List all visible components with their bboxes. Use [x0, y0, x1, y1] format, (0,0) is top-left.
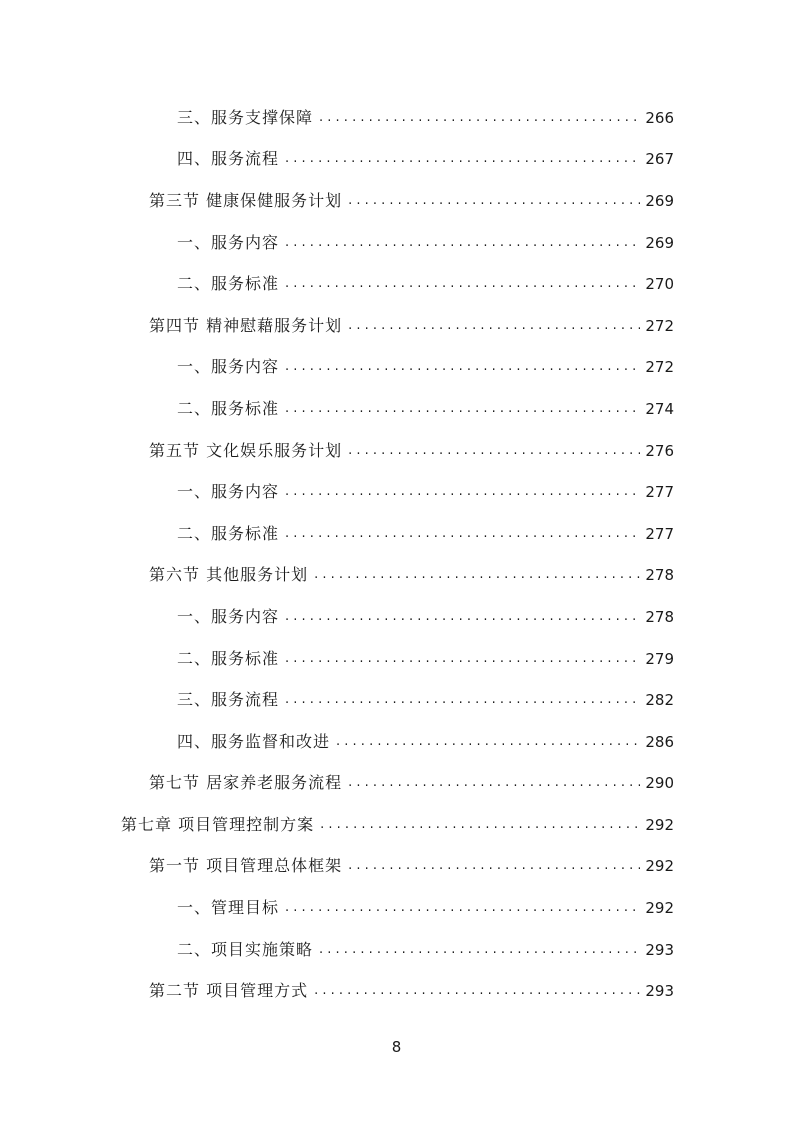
toc-entry-title: 一、服务内容 — [177, 357, 280, 377]
toc-entry-page: 272 — [645, 358, 674, 377]
toc-entry-page: 292 — [645, 899, 674, 918]
toc-entry-page: 290 — [645, 774, 674, 793]
toc-entry-page: 282 — [645, 691, 674, 710]
toc-dot-leader — [348, 856, 640, 876]
toc-entry[interactable] — [0, 804, 793, 846]
toc-entry[interactable] — [0, 763, 793, 805]
toc-entry[interactable] — [0, 846, 793, 888]
toc-entry[interactable] — [0, 929, 793, 971]
toc-entry-title: 一、管理目标 — [177, 898, 280, 918]
toc-entry-title: 二、服务标准 — [177, 523, 280, 543]
toc-entry-page: 293 — [645, 982, 674, 1001]
toc-entry[interactable] — [0, 180, 793, 222]
toc-dot-leader — [319, 940, 640, 960]
toc-entry-title: 三、服务支撑保障 — [177, 107, 314, 127]
toc-entry-page: 292 — [645, 857, 674, 876]
toc-entry-page: 270 — [645, 275, 674, 294]
toc-entry-title: 第五节 文化娱乐服务计划 — [149, 440, 343, 460]
toc-dot-leader — [319, 108, 640, 128]
toc-entry[interactable] — [0, 887, 793, 929]
toc-entry[interactable] — [0, 97, 793, 139]
toc-dot-leader — [314, 981, 640, 1001]
toc-entry[interactable] — [0, 638, 793, 680]
toc-dot-leader — [285, 898, 640, 918]
toc-entry[interactable] — [0, 347, 793, 389]
toc-entry-page: 272 — [645, 316, 674, 335]
toc-entry-title: 第三节 健康保健服务计划 — [149, 190, 343, 210]
toc-entry-title: 第六节 其他服务计划 — [149, 565, 309, 585]
toc-entry-title: 四、服务监督和改进 — [177, 731, 331, 751]
toc-entry[interactable] — [0, 263, 793, 305]
toc-dot-leader — [285, 649, 640, 669]
toc-entry-page: 269 — [645, 233, 674, 252]
toc-entry-title: 二、服务标准 — [177, 398, 280, 418]
toc-entry-title: 第一节 项目管理总体框架 — [149, 856, 343, 876]
toc-entry-page: 267 — [645, 150, 674, 169]
toc-entry[interactable] — [0, 596, 793, 638]
toc-dot-leader — [314, 565, 640, 585]
toc-entry-title: 二、项目实施策略 — [177, 939, 314, 959]
toc-dot-leader — [348, 316, 640, 336]
toc-entry-title: 第七节 居家养老服务流程 — [149, 773, 343, 793]
toc-entry-page: 286 — [645, 732, 674, 751]
toc-entry-title: 四、服务流程 — [177, 149, 280, 169]
toc-entry-title: 二、服务标准 — [177, 648, 280, 668]
toc-dot-leader — [285, 357, 640, 377]
toc-dot-leader — [285, 149, 640, 169]
toc-dot-leader — [285, 607, 640, 627]
toc-entry[interactable] — [0, 388, 793, 430]
toc-entry[interactable] — [0, 305, 793, 347]
toc-dot-leader — [348, 773, 640, 793]
toc-entry[interactable] — [0, 430, 793, 472]
toc-dot-leader — [320, 815, 640, 835]
toc-entry-page: 276 — [645, 441, 674, 460]
toc-dot-leader — [285, 233, 640, 253]
toc-entry[interactable] — [0, 222, 793, 264]
toc-dot-leader — [348, 441, 640, 461]
toc-entry-title: 第七章 项目管理控制方案 — [121, 814, 315, 834]
toc-entry-title: 一、服务内容 — [177, 232, 280, 252]
toc-entry-page: 292 — [645, 815, 674, 834]
toc-entry[interactable] — [0, 471, 793, 513]
toc-entry-page: 269 — [645, 191, 674, 210]
toc-entry-title: 一、服务内容 — [177, 606, 280, 626]
toc-dot-leader — [285, 399, 640, 419]
toc-entry-page: 279 — [645, 649, 674, 668]
page-number: 8 — [391, 1038, 402, 1056]
toc-entry[interactable] — [0, 970, 793, 1012]
toc-entry-title: 第四节 精神慰藉服务计划 — [149, 315, 343, 335]
toc-entry-page: 266 — [645, 108, 674, 127]
toc-entry[interactable] — [0, 679, 793, 721]
toc-entry-page: 277 — [645, 524, 674, 543]
toc-dot-leader — [336, 732, 640, 752]
toc-entry-title: 第二节 项目管理方式 — [149, 981, 309, 1001]
toc-dot-leader — [285, 690, 640, 710]
toc-entry[interactable] — [0, 555, 793, 597]
toc-dot-leader — [285, 482, 640, 502]
toc-entry[interactable] — [0, 513, 793, 555]
toc-entry-page: 278 — [645, 607, 674, 626]
toc-entry[interactable] — [0, 721, 793, 763]
toc-entry-title: 三、服务流程 — [177, 690, 280, 710]
toc-entry-page: 274 — [645, 399, 674, 418]
toc-entry-page: 277 — [645, 483, 674, 502]
table-of-contents — [0, 97, 793, 1012]
toc-entry[interactable] — [0, 139, 793, 181]
toc-entry-title: 二、服务标准 — [177, 274, 280, 294]
toc-entry-page: 293 — [645, 940, 674, 959]
toc-dot-leader — [348, 191, 640, 211]
toc-dot-leader — [285, 274, 640, 294]
toc-entry-title: 一、服务内容 — [177, 482, 280, 502]
toc-entry-page: 278 — [645, 566, 674, 585]
toc-dot-leader — [285, 524, 640, 544]
